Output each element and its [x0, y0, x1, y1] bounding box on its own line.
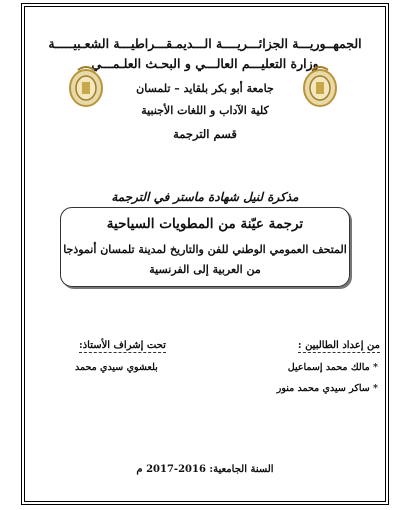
supervisor-header: تحت إشراف الأستاذ:	[79, 340, 166, 351]
ministry-line: وزارة التعليـــم العالـــي و البحـث العلـمـــي	[91, 56, 319, 71]
student-name-2: * ساكر سيدي محمد منور	[276, 383, 378, 394]
memo-title: مذكرة لنيل شهادة ماستر في الترجمة	[111, 190, 299, 204]
thesis-title-box	[60, 207, 350, 287]
academic-year: السنة الجامعية: 2016-2017 م	[136, 464, 274, 475]
republic-line: الجمهــوريـــة الجزائـــريــــة الـــديمـقـــراطيـــة الشعـبيـــــة	[48, 36, 362, 51]
faculty-line: كلية الآداب و اللغات الأجنبية	[141, 104, 269, 117]
thesis-subtitle-line2: من العربية إلى الفرنسية	[149, 263, 261, 276]
university-line: جامعة أبو بكر بلقايد – تلمسان	[136, 82, 274, 95]
student-name-1: * مالك محمد إسماعيل	[287, 362, 378, 373]
supervisor-name: بلعشوي سيدي محمد	[75, 362, 158, 373]
thesis-title: ترجمة عيّنة من المطويات السياحية	[106, 216, 304, 232]
department-line: قسم الترجمة	[173, 127, 237, 141]
thesis-subtitle-line1: المتحف العمومي الوطني للفن والتاريخ لمدينة تلمسان أنموذجا	[63, 243, 347, 256]
students-header: من إعداد الطالبين :	[297, 340, 380, 351]
